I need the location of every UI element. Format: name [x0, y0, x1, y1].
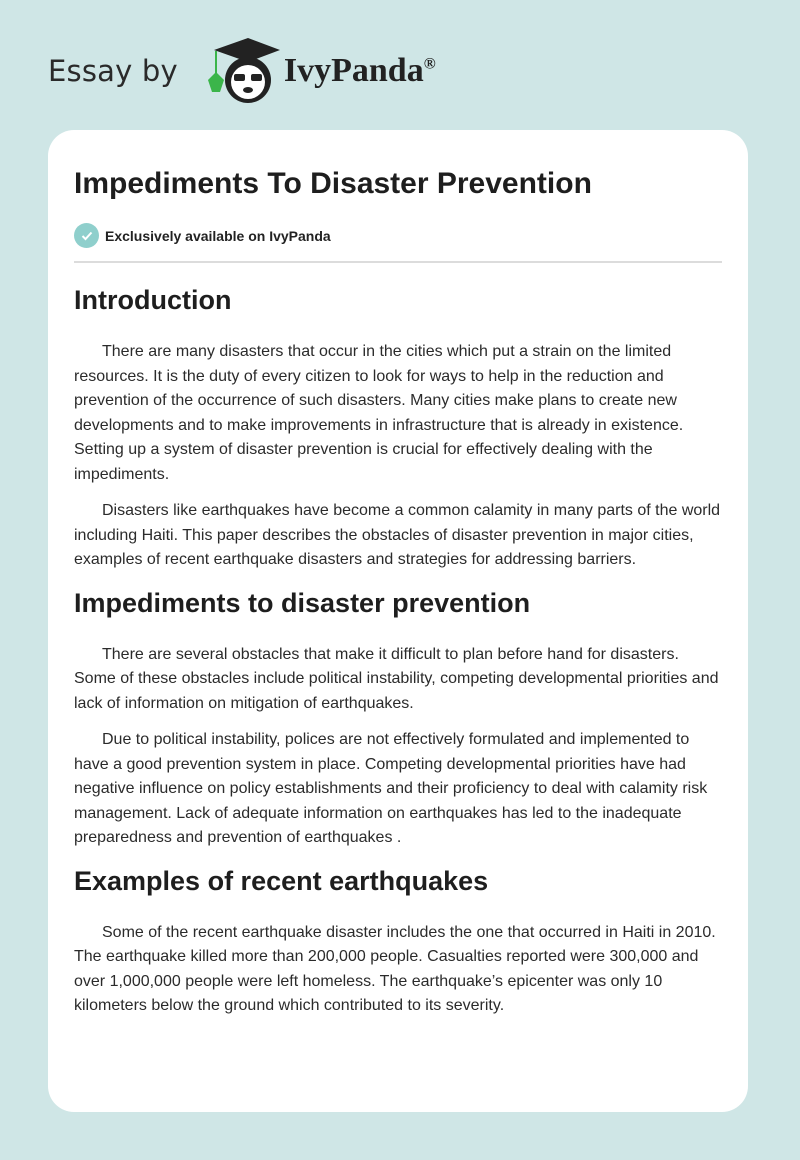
paragraph: Some of the recent earthquake disaster includes the one that occurred in Haiti in 2010. The earthquake killed more than 200,000 people. Casualties reported were 300,000 and over 1,000,000 people were left homeless. The earthquake’s epicenter was only 10 kilometers below the ground which contributed to its severity.: [74, 923, 716, 1014]
ivypanda-logo-icon: [196, 36, 280, 106]
exclusive-badge-label: Exclusively available on IvyPanda: [105, 227, 331, 244]
paragraph: Due to political instability, polices are not effectively formulated and implemented to have a good prevention system in place. Competing developmental priorities have had negative influence on policy establishments and their proficiency to deal with calamity risk management. Lack of adequate information on earthquakes has led to the inadequate preparedness and prevention of earthquakes .: [74, 731, 708, 846]
essay-card: [48, 130, 748, 1112]
paragraph: Disasters like earthquakes have become a common calamity in many parts of the world including Haiti. This paper describes the obstacles of disaster prevention in major cities, examples of recent earthquake disasters and strategies for addressing barriers.: [74, 502, 721, 568]
divider: [74, 261, 722, 263]
paragraph: There are many disasters that occur in the cities which put a strain on the limited resources. It is the duty of every citizen to look for ways to help in the reduction and prevention of the occurrence of such disasters. Many cities make plans to create new developments and to make improvements in infrastructure that is already in existence. Setting up a system of disaster prevention is crucial for effectively dealing with the impediments.: [74, 343, 684, 483]
ivypanda-wordmark: [284, 52, 436, 90]
article-body: [74, 282, 722, 1031]
section-heading: Examples of recent earthquakes: [74, 865, 489, 896]
paragraph: There are several obstacles that make it difficult to plan before hand for disasters. Some of these obstacles include political instability, competing developmental priorities and lack of information on mitigation of earthquakes.: [74, 645, 719, 712]
essay-by-label: Essay by: [48, 54, 178, 88]
check-circle-icon: [74, 223, 99, 248]
page-title: Impediments To Disaster Prevention: [74, 167, 592, 200]
exclusive-badge: [74, 223, 331, 248]
registered-mark: ®: [423, 55, 436, 73]
brand-header: [48, 36, 436, 106]
brand-name: IvyPanda: [283, 52, 424, 89]
section-heading: Introduction: [74, 285, 232, 315]
section-heading: Impediments to disaster prevention: [74, 587, 531, 618]
